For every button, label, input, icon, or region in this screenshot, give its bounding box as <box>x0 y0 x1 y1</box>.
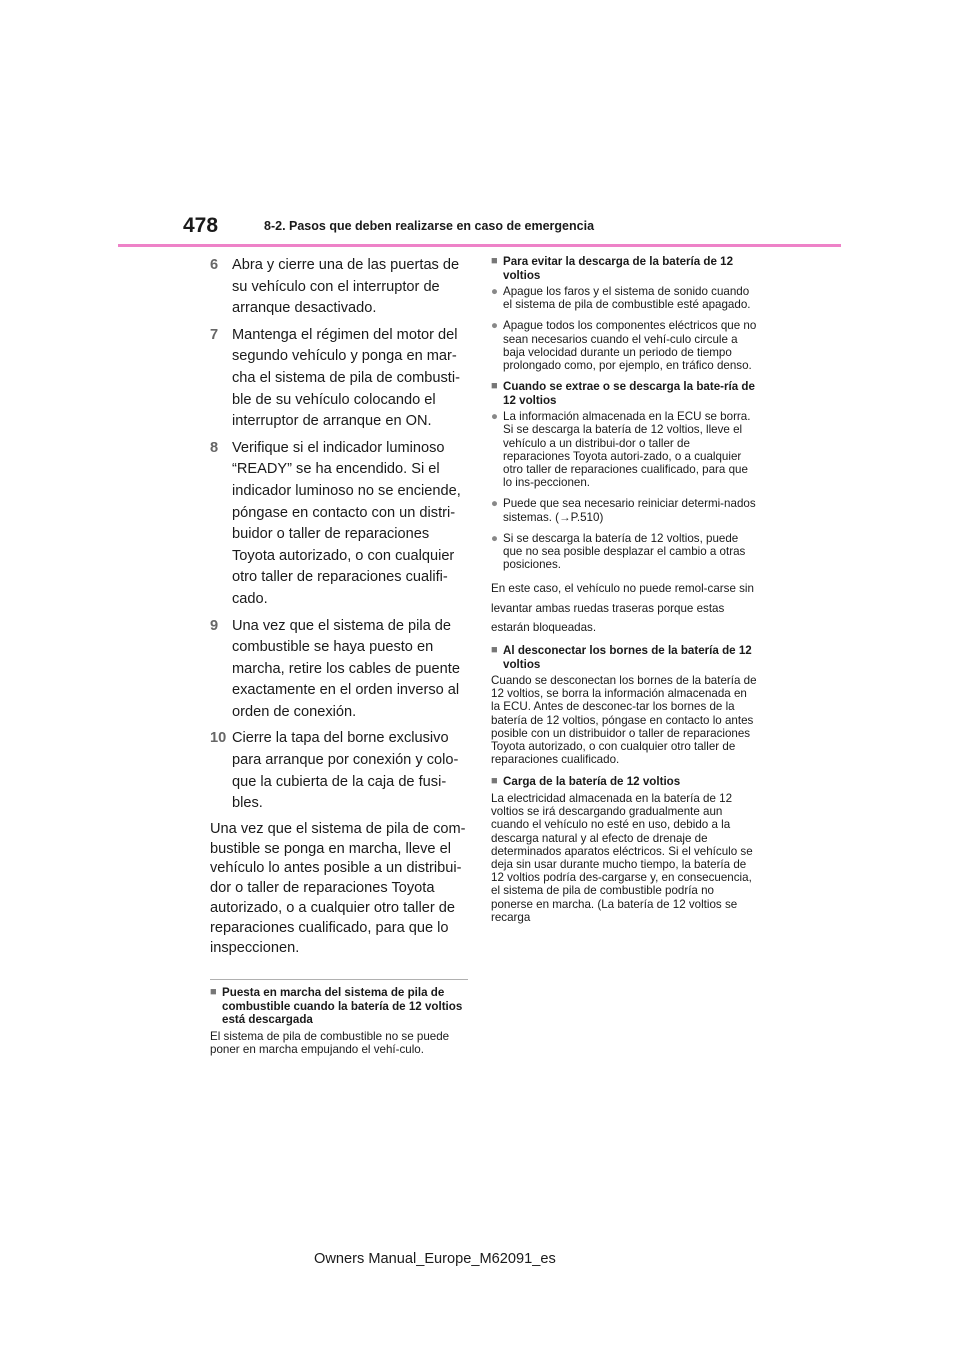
square-icon: ■ <box>491 644 498 657</box>
step-8 <box>210 438 468 611</box>
left-column <box>210 255 468 1065</box>
section-note-text: En este caso, el vehículo no puede remol-carse sin levantar ambas ruedas traseras porque estas estarán bloqueadas. <box>491 582 754 634</box>
section-disconnecting-terminals <box>491 644 757 766</box>
list-item-text: La información almacenada en la ECU se borra. Si se descarga la batería de 12 voltios, lleve el vehículo a un distribui-dor o taller de reparaciones Toyota autori-zado, o a cualquier otro taller de reparaciones cualificado, para que lo ins-peccionen. <box>503 410 751 490</box>
header-divider <box>118 244 841 247</box>
step-7 <box>210 325 468 433</box>
list-item-text: Apague todos los componentes eléctricos que no sean necesarios cuando el vehí-culo circule a baja velocidad durante un periodo de tiempo prolongado como, por ejemplo, en tráfico denso. <box>503 319 757 373</box>
bullet-icon: ● <box>491 319 499 333</box>
section-heading <box>491 775 757 789</box>
step-10 <box>210 728 468 814</box>
note-heading-text: Puesta en marcha del sistema de pila de combustible cuando la batería de 12 voltios está descargada <box>222 986 463 1027</box>
step-number: 10 <box>210 730 227 747</box>
section-discharge-prevention <box>491 255 757 372</box>
section-heading-text: Cuando se extrae o se descarga la bate-ría de 12 voltios <box>503 380 755 407</box>
list-item <box>491 532 757 572</box>
closing-paragraph: Una vez que el sistema de pila de com-bustible se ponga en marcha, lleve el vehículo lo antes posible a un distribui-dor o taller de reparaciones Toyota autorizado, o a cualquier otro taller de reparaciones cualificado, para que lo inspeccionen. <box>210 820 466 956</box>
step-9 <box>210 616 468 724</box>
square-icon: ■ <box>210 986 217 999</box>
step-number: 9 <box>210 617 219 634</box>
section-title: 8-2. Pasos que deben realizarse en caso de emergencia <box>264 219 595 233</box>
list-item-text: Puede que sea necesario reiniciar determi-nados sistemas. (→P.510) <box>503 497 756 524</box>
list-item-text: Si se descarga la batería de 12 voltios, puede que no sea posible desplazar el cambio a otras posiciones. <box>503 531 746 572</box>
note-body: El sistema de pila de combustible no se puede poner en marcha empujando el vehí-culo. <box>210 1029 450 1057</box>
bullet-icon: ● <box>491 285 499 298</box>
square-icon: ■ <box>491 255 498 267</box>
list-item-text: Apague los faros y el sistema de sonido cuando el sistema de pila de combustible esté apagado. <box>503 285 751 312</box>
step-text: Una vez que el sistema de pila de combustible se haya puesto en marcha, retire los cables de puente exactamente en el orden inverso al orden de conexión. <box>232 617 460 720</box>
step-6 <box>210 255 468 320</box>
square-icon: ■ <box>491 775 498 788</box>
note-divider <box>210 979 468 980</box>
section-heading-text: Carga de la batería de 12 voltios <box>503 775 681 789</box>
section-body: Cuando se desconectan los bornes de la batería de 12 voltios, se borra la información almacenada en la ECU. Antes de desconec-tar los bornes de la batería de 12 voltios, póngase en contacto lo antes posible con un distribuidor o taller de reparaciones Toyota autorizado, o con cualquier otro taller de reparaciones cualificado. <box>491 674 757 767</box>
page-number: 478 <box>183 214 219 237</box>
section-heading-text: Para evitar la descarga de la batería de 12 voltios <box>503 255 734 282</box>
list-item <box>491 319 757 372</box>
step-number: 8 <box>210 439 219 456</box>
note-heading <box>210 986 468 1027</box>
list-item <box>491 497 757 523</box>
step-text: Cierre la tapa del borne exclusivo para arranque por conexión y colo-que la cubierta de la caja de fusi-bles. <box>232 730 459 812</box>
section-heading <box>491 380 757 407</box>
list-item <box>491 285 757 311</box>
step-text: Verifique si el indicador luminoso “READY” se ha encendido. Si el indicador luminoso no se enciende, póngase en contacto con un distri-buidor o taller de reparaciones Toyota autorizado, o con cualquier otro taller de reparaciones cualifi-cado. <box>232 439 461 607</box>
section-heading-text: Al desconectar los bornes de la batería de 12 voltios <box>503 644 752 671</box>
right-column <box>491 255 757 933</box>
bullet-icon: ● <box>491 497 499 511</box>
step-number: 7 <box>210 326 219 343</box>
bullet-icon: ● <box>491 410 499 424</box>
list-item <box>491 410 757 489</box>
step-text: Mantenga el régimen del motor del segundo vehículo y ponga en mar-cha el sistema de pila de combusti-ble de su vehículo colocando el interruptor de arranque en ON. <box>232 326 460 430</box>
step-number: 6 <box>210 257 219 273</box>
section-battery-charging <box>491 775 757 924</box>
section-battery-removed <box>491 380 757 637</box>
bullet-icon: ● <box>491 531 499 545</box>
footer-document-id: Owners Manual_Europe_M62091_es <box>314 1251 556 1267</box>
section-heading <box>491 255 757 282</box>
step-text: Abra y cierre una de las puertas de su vehículo con el interruptor de arranque desactivado. <box>232 257 460 317</box>
section-heading <box>491 644 757 671</box>
square-icon: ■ <box>491 380 498 393</box>
section-body: La electricidad almacenada en la batería de 12 voltios se irá descargando gradualmente aun cuando el vehículo no esté en uso, debido a la descarga natural y al efecto de drenaje de determinados aparatos eléctricos. Si el vehículo se deja sin usar durante mucho tiempo, la batería de 12 voltios podría des-cargarse y, en consecuencia, el sistema de pila de combustible podría no ponerse en marcha. (La batería de 12 voltios se recarga <box>491 791 753 924</box>
